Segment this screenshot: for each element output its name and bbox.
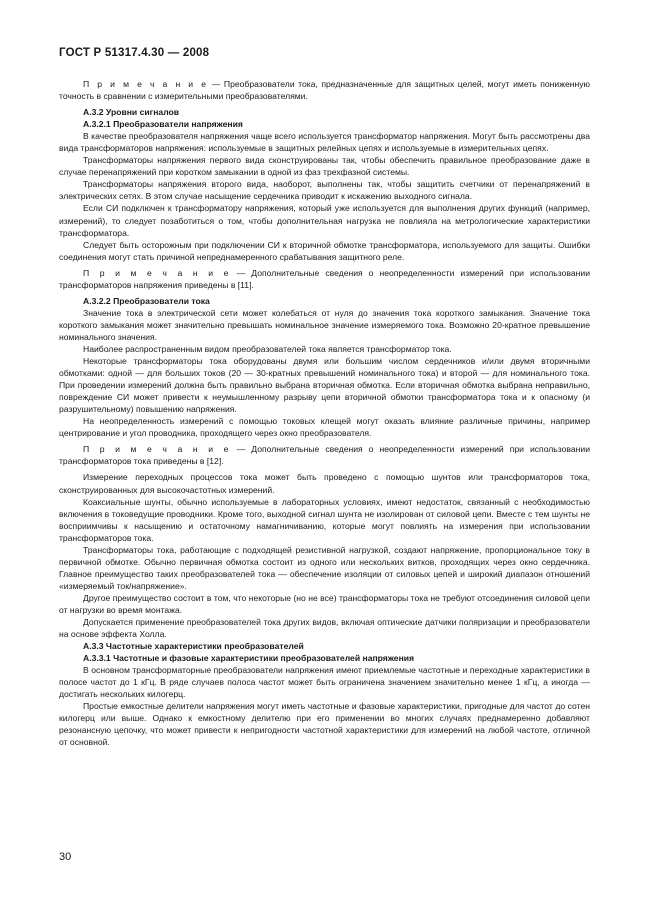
- body-paragraph: Измерение переходных процессов тока может быть проведено с помощью шунтов или трансформаторов тока, сконструированных для высокочастотных измерений.: [59, 472, 590, 495]
- note-text: — Преобразователи тока, предназначенные для защитных целей, могут иметь пониженную точность в сравнении с измерительными преобразователями.: [59, 79, 590, 102]
- body-paragraph: Наиболее распространенным видом преобразователей тока является трансформатор тока.: [83, 343, 452, 354]
- page-number: 30: [59, 851, 72, 863]
- body-paragraph: Следует быть осторожным при подключении СИ к вторичной обмотке трансформатора, используемого для защиты. Ошибки соединения могут стать причиной непреднамеренного срабатывания защитного реле.: [59, 239, 590, 262]
- note-paragraph: [59, 443, 590, 467]
- body-paragraph: Простые емкостные делители напряжения могут иметь частотные и фазовые характеристики, пригодные для частот до сотен килогерц или выше. Однако к емкостному делителю при его применении во многих случаях преднамеренно добавляют резонансную цепочку, что может привести к непригодности частотной характеристики для измерений на любой частоте, отличной от основной.: [59, 701, 590, 748]
- note-paragraph: [59, 78, 590, 102]
- body-paragraph: Другое преимущество состоит в том, что некоторые (но не все) трансформаторы тока не требуют отсоединения силовой цепи от нагрузки во время монтажа.: [59, 592, 590, 615]
- body-paragraph: Значение тока в электрической сети может колебаться от нуля до значения тока короткого замыкания. Значение тока короткого замыкания может значительно превышать номинальное значение измеряемого тока. Возможно 20-кратное превышение номинального значения.: [59, 307, 590, 342]
- body-paragraph: В основном трансформаторные преобразователи напряжения имеют приемлемые частотные и переходные характеристики в полосе частот до 1 кГц. В ряде случаев полоса частот может быть ограничена значением значительно менее 1 кГц, а иногда — достигать нескольких килогерц.: [59, 665, 590, 700]
- body-paragraph: Трансформаторы напряжения первого вида сконструированы так, чтобы обеспечить правильное преобразование даже в случае перенапряжений при коротком замыкании в одной из фаз трехфазной системы.: [59, 155, 590, 178]
- subsection-heading: А.3.3.1 Частотные и фазовые характеристики преобразователей напряжения: [83, 653, 415, 664]
- body-paragraph: Трансформаторы напряжения второго вида, наоборот, выполнены так, чтобы защитить счетчики от перенапряжений в электрических сетях. В этом случае насыщение сердечника приводит к искажению выходного сигнала.: [59, 179, 590, 202]
- note-text: — Дополнительные сведения о неопределенности измерений при использовании трансформаторов напряжения приведены в [11].: [59, 267, 591, 290]
- body-paragraph: На неопределенность измерений с помощью токовых клещей могут оказать влияние различные причины, например центрирование и угол проводника, проходящего через окно преобразователя.: [59, 416, 590, 439]
- note-label: П р и м е ч а н и е: [83, 267, 231, 278]
- body-paragraph: Если СИ подключен к трансформатору напряжения, который уже используется для выполнения других функций (например, измерений), то следует позаботиться о том, чтобы дополнительная нагрузка не повлияла на метрологические характеристики трансформатора.: [59, 203, 590, 238]
- body-paragraph: Трансформаторы тока, работающие с подходящей резистивной нагрузкой, создают напряжение, пропорциональное току в первичной обмотке. Обычно первичная обмотка состоит из одного или нескольких витков, проходящих через окно сердечника. Главное преимущество таких преобразователей тока — обеспечение изоляции от силовых цепей и широкий диапазон отношений «измеряемый ток/напряжение».: [59, 544, 590, 591]
- section-heading: А.3.2 Уровни сигналов: [83, 107, 180, 118]
- page-body: [59, 78, 590, 749]
- note-label: П р и м е ч а н и е: [83, 444, 231, 455]
- standard-header: ГОСТ Р 51317.4.30 — 2008: [59, 47, 210, 59]
- note-label: П р и м е ч а н и е: [83, 79, 209, 89]
- body-paragraph: Допускается применение преобразователей тока других видов, включая оптические датчики поляризации и преобразователи на основе эффекта Холла.: [59, 617, 590, 640]
- subsection-heading: А.3.2.2 Преобразователи тока: [83, 295, 210, 306]
- body-paragraph: В качестве преобразователя напряжения чаще всего используется трансформатор напряжения. Могут быть рассмотрены два вида трансформаторов напряжения: используемые в защитных релейных цепях и используемые в измерительных цепях.: [59, 131, 590, 154]
- body-paragraph: Коаксиальные шунты, обычно используемые в лабораторных условиях, имеют недостаток, связанный с необходимостью включения в токоведущие проводники. Кроме того, выходной сигнал шунта не изолирован от силовой цепи. Вместе с тем шунты не восприимчивы к насыщению и остаточному намагничиванию, которые могут повлиять на измерения при использовании трансформаторов тока.: [59, 496, 590, 543]
- note-text: — Дополнительные сведения о неопределенности измерений при использовании трансформаторов тока приведены в [12].: [59, 444, 591, 467]
- body-paragraph: Некоторые трансформаторы тока оборудованы двумя или большим числом сердечников и/или двумя вторичными обмотками: одной — для больших токов (20 — 30-кратных превышений номинального тока) и второй — для номинального тока. При проведении измерений должна быть правильно выбрана вторичная обмотка. Если вторичная обмотка выбрана неправильно, повреждение СИ может привести к неумышленному разрыву цепи вторичной обмотки трансформатора тока и к опасному (и разрушительному) повышению напряжения.: [59, 356, 590, 415]
- note-paragraph: [59, 267, 590, 291]
- subsection-heading: А.3.2.1 Преобразователи напряжения: [83, 119, 243, 130]
- section-heading: А.3.3 Частотные характеристики преобразователей: [83, 641, 304, 652]
